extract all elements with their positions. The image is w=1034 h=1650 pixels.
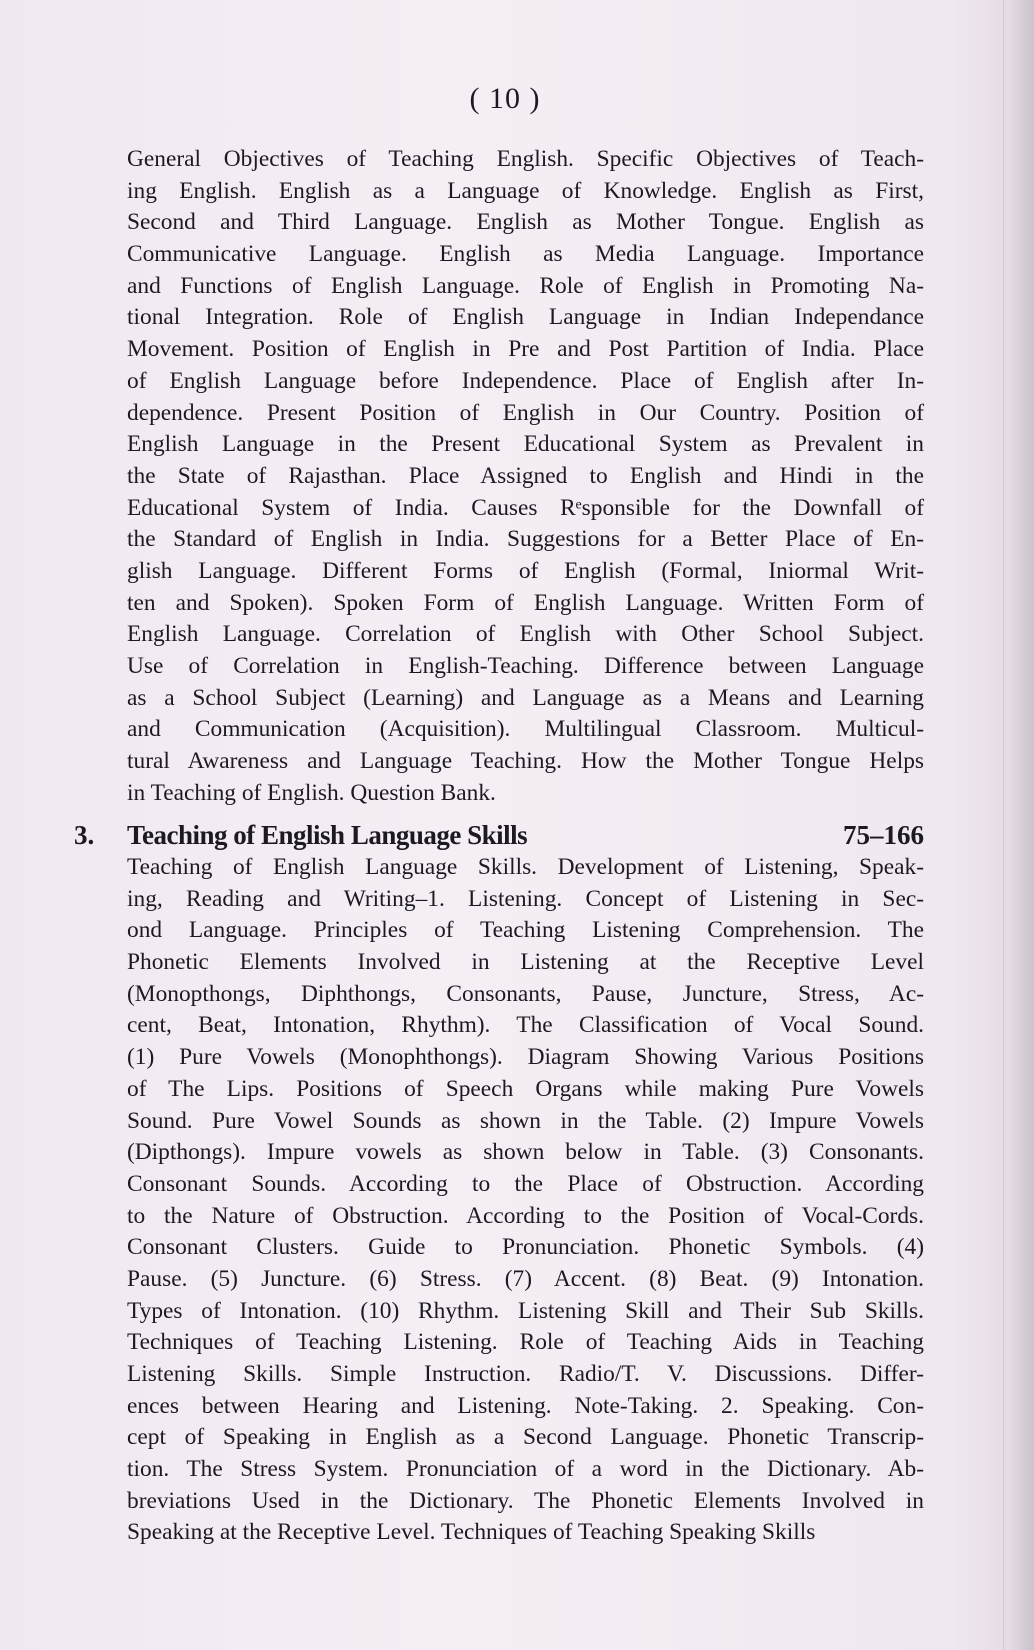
page-number: ( 10 )	[469, 82, 541, 115]
text-line: dependence. Present Position of English in Our Country. Position of	[127, 399, 924, 426]
text-line: Second and Third Language. English as Mother Tongue. English as	[127, 209, 924, 236]
section-number: 3.	[74, 820, 95, 850]
contents-paragraph-2	[127, 852, 924, 1549]
text-line: tural Awareness and Language Teaching. How the Mother Tongue Helps	[127, 748, 924, 775]
text-line: Sound. Pure Vowel Sounds as shown in the Table. (2) Impure Vowels	[127, 1107, 924, 1134]
text-line: Educational System of India. Causes Rᵉsponsible for the Downfall of	[127, 494, 924, 521]
text-line: ing English. English as a Language of Knowledge. English as First,	[127, 177, 924, 204]
text-line: of The Lips. Positions of Speech Organs while making Pure Vowels	[127, 1075, 924, 1102]
section-title: Teaching of English Language Skills	[127, 820, 528, 850]
text-line: General Objectives of Teaching English. Specific Objectives of Teach-	[127, 146, 924, 172]
text-line: of English Language before Independence. Place of English after In-	[127, 367, 924, 394]
text-line: Pause. (5) Juncture. (6) Stress. (7) Accent. (8) Beat. (9) Intonation.	[127, 1265, 924, 1292]
text-line: tion. The Stress System. Pronunciation of a word in the Dictionary. Ab-	[127, 1456, 924, 1483]
text-line: in Teaching of English. Question Bank.	[127, 779, 496, 806]
text-line: glish Language. Different Forms of English (Formal, Iniormal Writ-	[127, 557, 924, 584]
text-line: (Dipthongs). Impure vowels as shown below in Table. (3) Consonants.	[127, 1139, 924, 1166]
page-edge-shadow	[1010, 0, 1034, 1650]
text-line: Speaking at the Receptive Level. Techniques of Teaching Speaking Skills	[127, 1519, 816, 1546]
text-line: and Communication (Acquisition). Multilingual Classroom. Multicul-	[127, 716, 924, 743]
text-line: Movement. Position of English in Pre and Post Partition of India. Place	[127, 336, 924, 363]
text-line: Teaching of English Language Skills. Development of Listening, Speak-	[127, 854, 924, 880]
text-line: and Functions of English Language. Role of English in Promoting Na-	[127, 272, 924, 299]
text-line: ond Language. Principles of Teaching Listening Comprehension. The	[127, 917, 924, 944]
text-line: Communicative Language. English as Media Language. Importance	[127, 241, 924, 268]
text-line: cent, Beat, Intonation, Rhythm). The Classification of Vocal Sound.	[127, 1012, 924, 1039]
text-line: Consonant Sounds. According to the Place of Obstruction. According	[127, 1170, 924, 1197]
section-page-range: 75–166	[843, 820, 924, 850]
text-line: to the Nature of Obstruction. According to the Position of Vocal-Cords.	[127, 1202, 924, 1229]
text-line: ences between Hearing and Listening. Note-Taking. 2. Speaking. Con-	[127, 1392, 924, 1419]
text-line: cept of Speaking in English as a Second Language. Phonetic Transcrip-	[127, 1424, 924, 1451]
section-heading	[74, 817, 924, 853]
text-line: the Standard of English in India. Suggestions for a Better Place of En-	[127, 526, 924, 553]
text-line: (1) Pure Vowels (Monophthongs). Diagram Showing Various Positions	[127, 1044, 924, 1071]
text-line: Phonetic Elements Involved in Listening at the Receptive Level	[127, 949, 924, 976]
page-gutter-line	[1003, 0, 1004, 1650]
text-line: English Language. Correlation of English with Other School Subject.	[127, 621, 924, 648]
text-line: the State of Rajasthan. Place Assigned to English and Hindi in the	[127, 462, 924, 489]
text-line: breviations Used in the Dictionary. The Phonetic Elements Involved in	[127, 1487, 924, 1514]
text-line: English Language in the Present Educational System as Prevalent in	[127, 431, 924, 458]
text-line: Techniques of Teaching Listening. Role of Teaching Aids in Teaching	[127, 1329, 924, 1356]
text-line: Consonant Clusters. Guide to Pronunciation. Phonetic Symbols. (4)	[127, 1234, 924, 1261]
text-line: as a School Subject (Learning) and Language as a Means and Learning	[127, 684, 924, 711]
contents-paragraph-1	[127, 144, 924, 809]
text-line: ing, Reading and Writing–1. Listening. Concept of Listening in Sec-	[127, 885, 924, 912]
text-line: tional Integration. Role of English Language in Indian Independance	[127, 304, 924, 331]
text-line: ten and Spoken). Spoken Form of English Language. Written Form of	[127, 589, 924, 616]
text-line: Listening Skills. Simple Instruction. Radio/T. V. Discussions. Differ-	[127, 1361, 924, 1387]
text-line: Types of Intonation. (10) Rhythm. Listening Skill and Their Sub Skills.	[127, 1297, 924, 1324]
text-line: Use of Correlation in English-Teaching. Difference between Language	[127, 653, 924, 679]
text-line: (Monopthongs, Diphthongs, Consonants, Pause, Juncture, Stress, Ac-	[127, 980, 924, 1007]
